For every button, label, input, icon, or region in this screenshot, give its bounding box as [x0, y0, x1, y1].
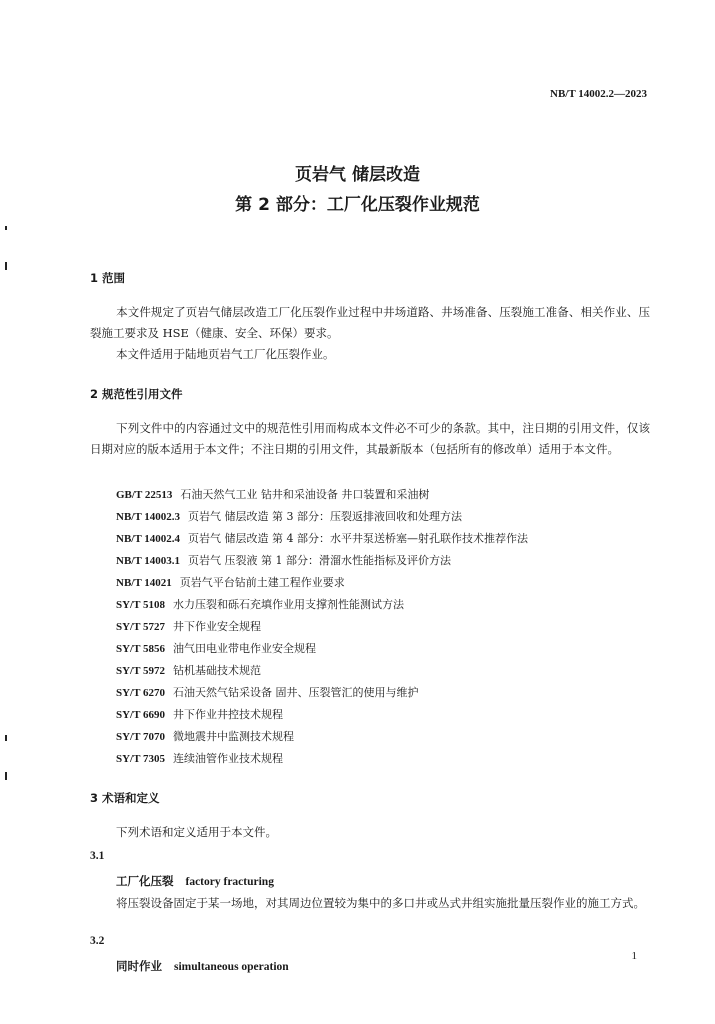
reference-item: SY/T 5727 井下作业安全规程	[116, 620, 262, 633]
section-heading-normative-references: 2 规范性引用文件	[90, 387, 183, 401]
reference-item: NB/T 14002.4 页岩气 储层改造 第 4 部分：水平井泵送桥塞—射孔联作技术推荐作法	[116, 532, 528, 545]
reference-item: SY/T 5972 钻机基础技术规范	[116, 664, 262, 677]
page-number: 1	[631, 950, 637, 962]
scope-paragraph-2: 本文件适用于陆地页岩气工厂化压裂作业。	[116, 347, 335, 361]
reference-item: NB/T 14021 页岩气平台钻前土建工程作业要求	[116, 576, 345, 589]
term-entry: 工厂化压裂 factory fracturing	[116, 874, 274, 888]
reference-item: SY/T 5108 水力压裂和砾石充填作业用支撑剂性能测试方法	[116, 598, 405, 611]
standard-code: NB/T 14002.2—2023	[550, 88, 647, 100]
reference-item: SY/T 7305 连续油管作业技术规程	[116, 752, 284, 765]
scan-mark	[5, 735, 7, 741]
reference-item: SY/T 7070 微地震井中监测技术规程	[116, 730, 295, 743]
document-title-line1: 页岩气 储层改造	[295, 165, 420, 185]
terms-intro: 下列术语和定义适用于本文件。	[116, 825, 277, 839]
reference-item: SY/T 6270 石油天然气钻采设备 固井、压裂管汇的使用与维护	[116, 686, 419, 699]
section-heading-scope: 1 范围	[90, 271, 126, 285]
references-intro: 下列文件中的内容通过文中的规范性引用而构成本文件必不可少的条款。其中，注日期的引用文件，仅该日期对应的版本适用于本文件；不注日期的引用文件，其最新版本（包括所有的修改单）适用于本文件。	[90, 421, 650, 456]
scan-mark	[5, 772, 7, 780]
term-definition: 将压裂设备固定于某一场地，对其周边位置较为集中的多口井或丛式井组实施批量压裂作业的施工方式。	[116, 896, 645, 910]
document-title-line2: 第 2 部分：工厂化压裂作业规范	[235, 195, 480, 215]
scope-paragraph-1: 本文件规定了页岩气储层改造工厂化压裂作业过程中井场道路、井场准备、压裂施工准备、相关作业、压裂施工要求及 HSE（健康、安全、环保）要求。	[90, 305, 650, 340]
reference-item: SY/T 6690 井下作业井控技术规程	[116, 708, 284, 721]
term-number: 3.2	[90, 935, 105, 947]
scan-mark	[5, 262, 7, 270]
reference-item: GB/T 22513 石油天然气工业 钻井和采油设备 井口装置和采油树	[116, 488, 430, 501]
term-number: 3.1	[90, 850, 105, 862]
reference-item: NB/T 14003.1 页岩气 压裂液 第 1 部分：滑溜水性能指标及评价方法	[116, 554, 451, 567]
reference-item: SY/T 5856 油气田电业带电作业安全规程	[116, 642, 317, 655]
scan-mark	[5, 226, 7, 230]
section-heading-terms: 3 术语和定义	[90, 791, 160, 805]
reference-item: NB/T 14002.3 页岩气 储层改造 第 3 部分：压裂返排液回收和处理方法	[116, 510, 462, 523]
term-entry: 同时作业 simultaneous operation	[116, 959, 289, 973]
